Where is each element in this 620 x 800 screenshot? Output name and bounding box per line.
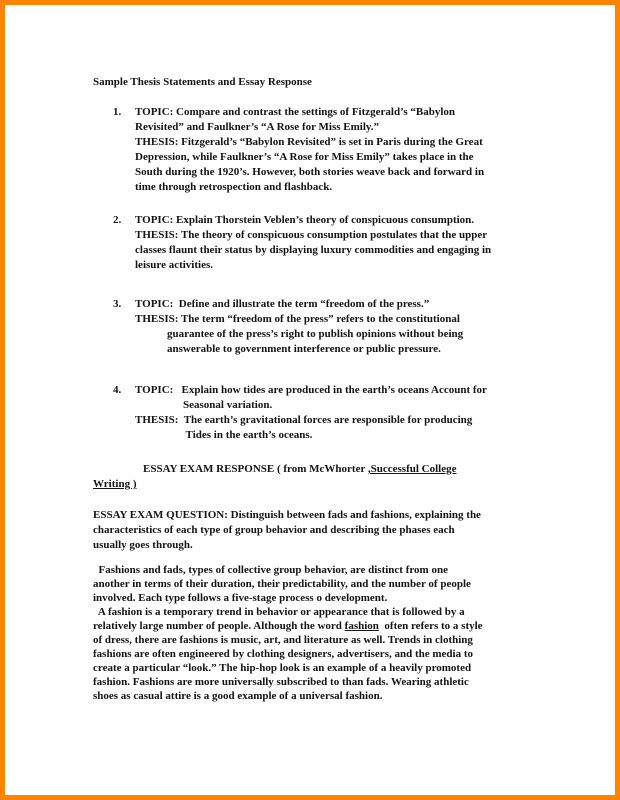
text-line: leisure activities. (135, 259, 213, 271)
text-line: Fashions and fads, types of collective group behavior, are distinct from one (93, 564, 448, 576)
document (5, 5, 615, 703)
text-line: another in terms of their duration, their predictability, and the number of people (93, 578, 471, 590)
text-line: answerable to government interference or public pressure. (167, 343, 441, 355)
text-line: TOPIC: Compare and contrast the settings of Fitzgerald’s “Babylon (135, 106, 456, 118)
body-paragraph-2 (93, 605, 585, 703)
text-line: Revisited” and Faulkner’s “A Rose for Miss Emily.” (135, 121, 380, 133)
text-line: guarantee of the press’s right to publish opinions without being (167, 328, 464, 340)
text-line: Tides in the earth’s oceans. (183, 429, 313, 441)
text-line: South during the 1920’s. However, both stories weave back and forward in (135, 166, 485, 178)
thesis-item-3 (93, 297, 585, 357)
text-line: characteristics of each type of group behavior and describing the phases each (93, 524, 455, 536)
text-line: time through retrospection and flashback. (135, 181, 333, 193)
item-number: 1. (113, 106, 122, 118)
underlined-word: fashion (344, 620, 379, 632)
item-number: 2. (113, 214, 122, 226)
item-number: 4. (113, 384, 122, 396)
text-line: THESIS: The theory of conspicuous consumption postulates that the upper (135, 229, 488, 241)
text-line: ESSAY EXAM QUESTION: Distinguish between fads and fashions, explaining the (93, 509, 481, 521)
text-line: Depression, while Faulkner’s “A Rose for Miss Emily” takes place in the (135, 151, 474, 163)
text-line: usually goes through. (93, 539, 193, 551)
thesis-item-2 (93, 213, 585, 273)
text-line: of dress, there are fashions is music, art, and literature as well. Trends in clothing (93, 634, 473, 646)
text-line: TOPIC: Define and illustrate the term “freedom of the press.” (135, 298, 430, 310)
text-line: involved. Each type follows a five-stage process o development. (93, 592, 388, 604)
text-line: THESIS: The earth’s gravitational forces are responsible for producing (135, 414, 473, 426)
text-line: THESIS: The term “freedom of the press” refers to the constitutional (135, 313, 460, 325)
essay-exam-response-heading (93, 462, 585, 492)
heading-line (93, 462, 585, 477)
text-line: TOPIC: Explain Thorstein Veblen’s theory of conspicuous consumption. (135, 214, 475, 226)
page-title: Sample Thesis Statements and Essay Response (93, 76, 312, 88)
item-number: 3. (113, 298, 122, 310)
heading-underlined-text: ,Successful College (367, 463, 457, 475)
heading-line (93, 477, 585, 492)
text-line: create a particular “look.” The hip-hop look is an example of a heavily promoted (93, 662, 472, 674)
text-line: A fashion is a temporary trend in behavior or appearance that is followed by a (93, 606, 465, 618)
heading-prefix: ESSAY EXAM RESPONSE ( from McWhorter (143, 463, 368, 475)
essay-exam-question (93, 508, 585, 553)
thesis-item-1 (93, 105, 585, 195)
body-paragraph-1 (93, 563, 585, 605)
text-line: shoes as casual attire is a good example of a universal fashion. (93, 690, 383, 702)
text-line: THESIS: Fitzgerald’s “Babylon Revisited” is set in Paris during the Great (135, 136, 483, 148)
text-segment: relatively large number of people. Although the word (93, 620, 345, 632)
text-line: fashion. Fashions are more universally subscribed to than fads. Wearing athletic (93, 676, 469, 688)
text-line: fashions are often engineered by clothing designers, advertisers, and the media to (93, 648, 473, 660)
text-line (93, 619, 585, 633)
heading-underlined-text: Writing ) (93, 478, 137, 490)
text-segment: often refers to a style (378, 620, 483, 632)
text-line: Seasonal variation. (183, 399, 273, 411)
text-line: classes flaunt their status by displaying luxury commodities and engaging in (135, 244, 492, 256)
thesis-item-4 (93, 383, 585, 443)
text-line: TOPIC: Explain how tides are produced in the earth’s oceans Account for (135, 384, 487, 396)
